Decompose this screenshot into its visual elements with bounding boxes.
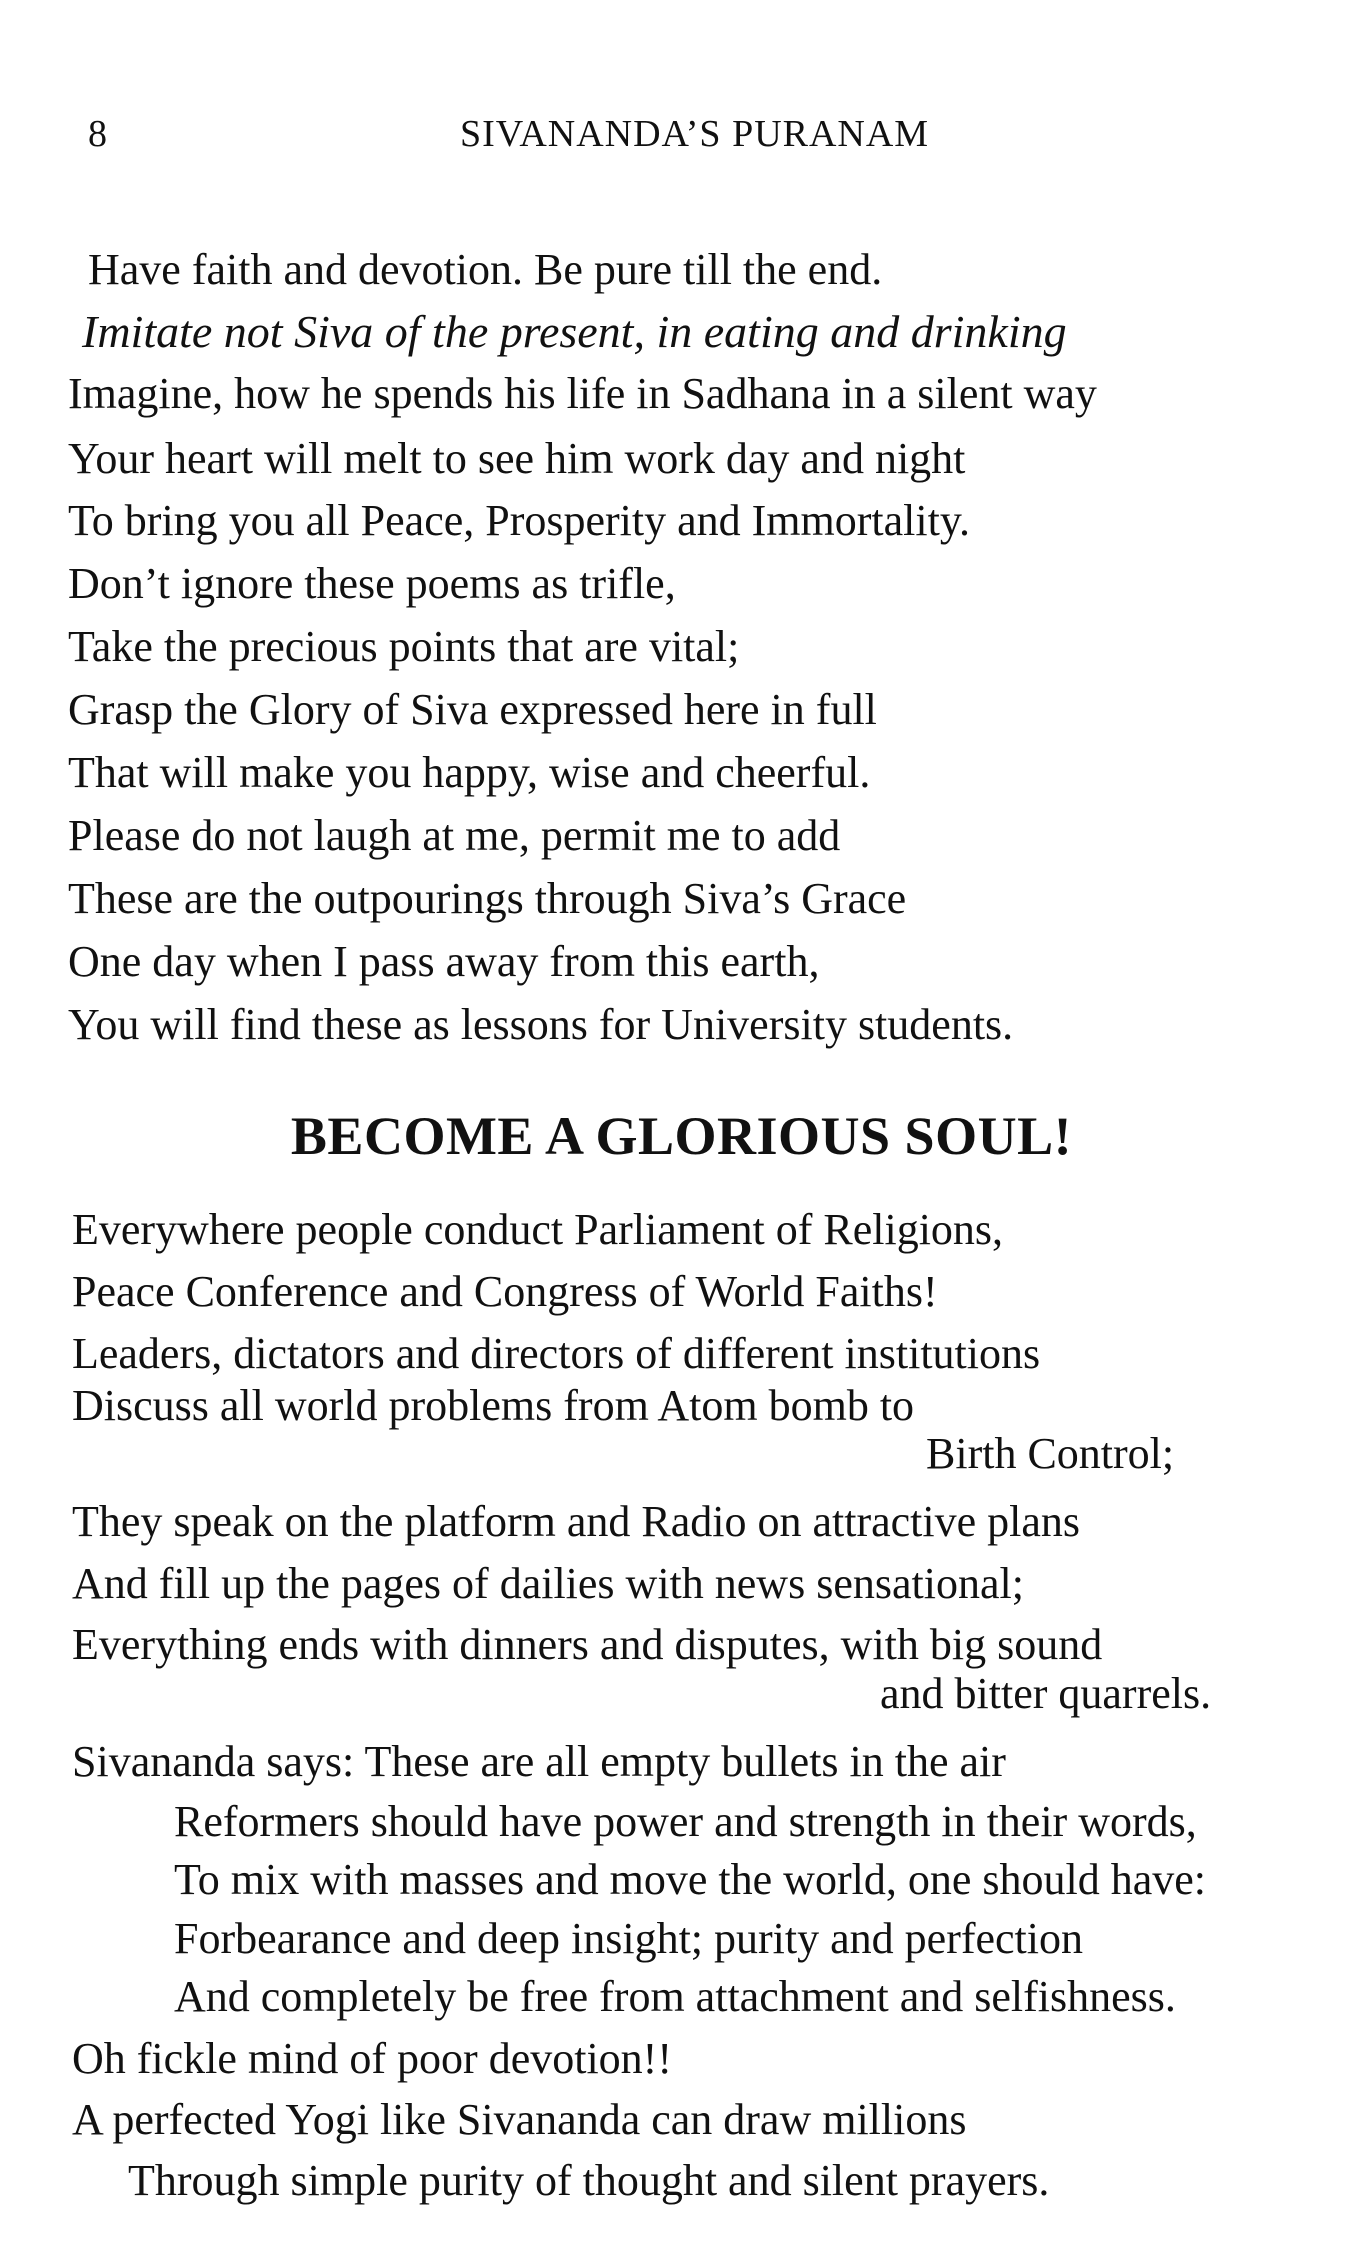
poem-line-continuation: Birth Control; (926, 1429, 1175, 1478)
poem-line: Imagine, how he spends his life in Sadhana in a silent way (68, 369, 1097, 418)
page-number: 8 (88, 113, 107, 155)
poem-line: Take the precious points that are vital; (68, 622, 740, 671)
poem-line: Peace Conference and Congress of World Faiths! (72, 1267, 938, 1316)
poem-line: Grasp the Glory of Siva expressed here in full (68, 685, 877, 734)
poem-line: Everywhere people conduct Parliament of Religions, (72, 1205, 1004, 1254)
poem-line: Please do not laugh at me, permit me to add (68, 811, 841, 860)
poem-line: Discuss all world problems from Atom bomb to (72, 1381, 915, 1430)
poem-line-italic: Imitate not Siva of the present, in eating and drinking (82, 306, 1067, 357)
poem-line: That will make you happy, wise and cheerful. (68, 748, 871, 797)
poem-line-continuation: and bitter quarrels. (880, 1669, 1212, 1718)
poem-line: These are the outpourings through Siva’s Grace (68, 874, 907, 923)
poem-line: Sivananda says: These are all empty bullets in the air (72, 1737, 1006, 1786)
poem-line-indented: To mix with masses and move the world, one should have: (174, 1855, 1206, 1904)
poem-line: Oh fickle mind of poor devotion!! (72, 2034, 672, 2083)
poem-line-indented: Through simple purity of thought and silent prayers. (128, 2156, 1050, 2205)
poem-line: You will find these as lessons for University students. (68, 1000, 1014, 1049)
poem-line: Have faith and devotion. Be pure till the end. (88, 245, 883, 294)
poem-line: A perfected Yogi like Sivananda can draw millions (72, 2095, 967, 2144)
poem-line: Everything ends with dinners and disputes, with big sound (72, 1620, 1103, 1669)
poem-line-indented: Reformers should have power and strength in their words, (174, 1797, 1197, 1846)
poem-line: Leaders, dictators and directors of different institutions (72, 1329, 1041, 1378)
poem-line: To bring you all Peace, Prosperity and Immortality. (68, 496, 970, 545)
poem-line: One day when I pass away from this earth, (68, 937, 820, 986)
running-title: SIVANANDA’S PURANAM (460, 113, 930, 155)
poem-line: Your heart will melt to see him work day and night (68, 434, 966, 483)
poem-line: They speak on the platform and Radio on attractive plans (72, 1497, 1081, 1546)
poem-line: Don’t ignore these poems as trifle, (68, 559, 676, 608)
section-heading: BECOME A GLORIOUS SOUL! (290, 1106, 1073, 1166)
poem-line-indented: And completely be free from attachment and selfishness. (174, 1972, 1176, 2021)
page-header (0, 112, 1363, 172)
poem-line: And fill up the pages of dailies with news sensational; (72, 1559, 1024, 1608)
poem-line-indented: Forbearance and deep insight; purity and perfection (174, 1914, 1084, 1963)
